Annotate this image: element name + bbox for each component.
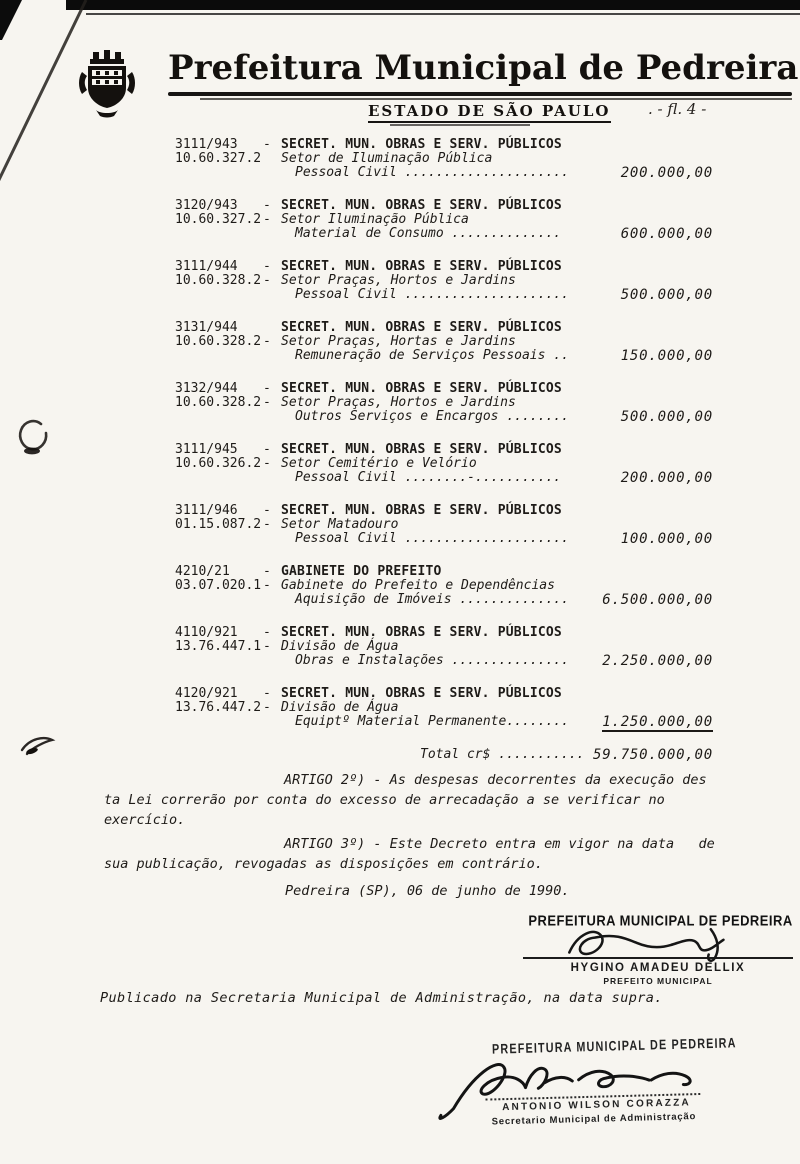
entry-code-budget: 10.60.327.2 (175, 151, 262, 166)
coat-of-arms-icon (72, 50, 142, 118)
entry-dash: - (263, 442, 271, 457)
entry-amount: 2.250.000,00 (602, 653, 713, 669)
entry-dash: - (263, 137, 271, 152)
signature-rule (523, 957, 793, 959)
entry-amount: 6.500.000,00 (602, 592, 713, 608)
entry-dash: - (263, 198, 271, 213)
budget-entry-list (175, 138, 713, 776)
entry-sector: Setor de Iluminação Pública (281, 151, 493, 166)
entry-code-budget: 10.60.326.2 (175, 456, 262, 471)
entry-code-function: 3131/944 (175, 320, 238, 335)
entry-code-budget: 03.07.020.1 (175, 578, 262, 593)
entry-code-function: 3111/945 (175, 442, 238, 457)
date-place-line: Pedreira (SP), 06 de junho de 1990. (285, 883, 570, 899)
artigo-2-line: exercício. (104, 812, 186, 828)
entry-expense-item: Pessoal Civil ........-........... (295, 470, 562, 485)
entry-code-budget: 10.60.328.2 (175, 395, 262, 410)
budget-entry (175, 321, 713, 363)
letterhead-subtitle: ESTADO DE SÃO PAULO (368, 102, 611, 123)
artigo-3-line: sua publicação, revogadas as disposições em contrário. (104, 856, 543, 872)
publication-note: Publicado na Secretaria Municipal de Administração, na data supra. (100, 990, 663, 1006)
entry-code-function: 3111/944 (175, 259, 238, 274)
secretary-role: Secretario Municipal de Administração (491, 1111, 697, 1128)
mayor-signature-block (523, 913, 793, 986)
entry-line-1 (175, 504, 713, 518)
entry-amount: 1.250.000,00 (602, 714, 713, 730)
entry-dash (263, 152, 281, 166)
entry-expense-item: Obras e Instalações ............... (295, 653, 569, 668)
entry-code-budget: 13.76.447.2 (175, 700, 262, 715)
entry-line-2 (175, 457, 713, 471)
entry-sector: Divisão de Água (281, 700, 399, 715)
entry-line-1 (175, 138, 713, 152)
budget-entry (175, 565, 713, 607)
budget-entry (175, 382, 713, 424)
entry-sector: Setor Praças, Hortas e Jardins (281, 334, 516, 349)
secretary-name: ANTONIO WILSON CORAZZA (502, 1097, 692, 1114)
budget-entry (175, 138, 713, 180)
entry-code-function: 3120/943 (175, 198, 238, 213)
entry-line-3 (175, 288, 713, 302)
ink-smudge-mark (18, 730, 58, 760)
entry-line-1 (175, 443, 713, 457)
entry-amount: 200.000,00 (620, 165, 713, 181)
entry-line-3 (175, 471, 713, 485)
entry-dash: - (263, 503, 271, 518)
entry-dash: - (263, 517, 271, 532)
entry-line-2 (175, 213, 713, 227)
entry-line-2 (175, 518, 713, 532)
entry-expense-item: Pessoal Civil ..................... (295, 165, 569, 180)
entry-dash: - (263, 212, 271, 227)
page-folio-number: . - fl. 4 - (648, 100, 707, 118)
budget-entry (175, 199, 713, 241)
entry-sector: Setor Cemitério e Velório (281, 456, 477, 471)
artigo-2-line: ta Lei correrão por conta do excesso de arrecadação a se verificar no (104, 792, 665, 808)
entry-line-2 (175, 335, 713, 349)
mayor-role: PREFEITO MUNICIPAL (603, 976, 713, 987)
entry-dash: - (263, 334, 271, 349)
artigo-3-paragraph (104, 834, 722, 874)
entry-sector: Setor Praças, Hortos e Jardins (281, 395, 516, 410)
letterhead-title: Prefeitura Municipal de Pedreira (168, 48, 799, 88)
entry-line-2 (175, 579, 713, 593)
artigo-3-line: ARTIGO 3º) - Este Decreto entra em vigor na data de (284, 836, 715, 852)
entry-line-3 (175, 166, 713, 180)
entry-line-2 (175, 396, 713, 410)
entry-dash (263, 321, 281, 335)
mayor-stamp-text: PREFEITURA MUNICIPAL DE PEDREIRA (528, 912, 793, 929)
entry-dash: - (263, 564, 271, 579)
entry-line-3 (175, 715, 713, 729)
entry-expense-item: Outros Serviços e Encargos ........ (295, 409, 569, 424)
scan-edge-line (86, 13, 800, 15)
entry-line-1 (175, 687, 713, 701)
entry-code-function: 4110/921 (175, 625, 238, 640)
entry-dash: - (263, 259, 271, 274)
entry-line-3 (175, 593, 713, 607)
entry-amount: 600.000,00 (620, 226, 713, 242)
entry-expense-item: Material de Consumo .............. (295, 226, 562, 241)
entry-dash: - (263, 578, 271, 593)
entry-expense-item: Equiptº Material Permanente........ (295, 714, 569, 729)
entry-code-function: 4210/21 (175, 564, 230, 579)
entry-line-1 (175, 321, 713, 335)
artigo-2-line: ARTIGO 2º) - As despesas decorrentes da execução des (284, 772, 707, 788)
budget-entry (175, 443, 713, 485)
entry-department: SECRET. MUN. OBRAS E SERV. PÚBLICOS (281, 625, 562, 640)
entry-sector: Gabinete do Prefeito e Dependências (281, 578, 555, 593)
entry-expense-item: Remuneração de Serviços Pessoais .. (295, 348, 569, 363)
entry-dash: - (263, 686, 271, 701)
secretary-signature-block (454, 1036, 737, 1134)
entry-sector: Setor Praças, Hortos e Jardins (281, 273, 516, 288)
entry-department: SECRET. MUN. OBRAS E SERV. PÚBLICOS (281, 381, 562, 396)
budget-entry (175, 260, 713, 302)
entry-line-3 (175, 532, 713, 546)
entry-sector: Setor Matadouro (281, 517, 399, 532)
punch-hole-mark (14, 418, 54, 462)
entry-code-budget: 01.15.087.2 (175, 517, 262, 532)
entry-department: GABINETE DO PREFEITO (281, 564, 442, 579)
entry-dash: - (263, 273, 271, 288)
entry-department: SECRET. MUN. OBRAS E SERV. PÚBLICOS (281, 503, 562, 518)
letterhead-rule (168, 92, 792, 96)
entry-department: SECRET. MUN. OBRAS E SERV. PÚBLICOS (281, 259, 562, 274)
entry-expense-item: Pessoal Civil ..................... (295, 531, 569, 546)
entry-line-1 (175, 565, 713, 579)
entry-department: SECRET. MUN. OBRAS E SERV. PÚBLICOS (281, 198, 562, 213)
entry-line-3 (175, 654, 713, 668)
entry-line-2 (175, 640, 713, 654)
entry-line-1 (175, 626, 713, 640)
entry-sector: Divisão de Água (281, 639, 399, 654)
entry-expense-item: Pessoal Civil ..................... (295, 287, 569, 302)
secretary-stamp-text: PREFEITURA MUNICIPAL DE PEDREIRA (491, 1036, 737, 1058)
entry-code-budget: 13.76.447.1 (175, 639, 262, 654)
entry-dash: - (263, 395, 271, 410)
total-label: Total cr$ ........... (420, 747, 585, 762)
entry-line-2 (175, 152, 713, 166)
artigo-2-paragraph (104, 770, 722, 830)
entry-code-function: 3111/943 (175, 137, 238, 152)
entry-line-3 (175, 410, 713, 424)
entry-code-budget: 10.60.327.2 (175, 212, 262, 227)
entry-department: SECRET. MUN. OBRAS E SERV. PÚBLICOS (281, 442, 562, 457)
entry-line-1 (175, 382, 713, 396)
entry-dash: - (263, 639, 271, 654)
subtitle-rule (390, 124, 530, 126)
entry-dash: - (263, 700, 271, 715)
entry-line-3 (175, 227, 713, 241)
entry-line-2 (175, 701, 713, 715)
entry-department: SECRET. MUN. OBRAS E SERV. PÚBLICOS (281, 686, 562, 701)
entry-line-1 (175, 199, 713, 213)
total-amount: 59.750.000,00 (593, 747, 713, 763)
entry-line-2 (175, 274, 713, 288)
budget-entry (175, 626, 713, 668)
entry-amount: 200.000,00 (620, 470, 713, 486)
entry-line-1 (175, 260, 713, 274)
entry-department: SECRET. MUN. OBRAS E SERV. PÚBLICOS (281, 320, 562, 335)
entry-code-budget: 10.60.328.2 (175, 334, 262, 349)
entry-line-3 (175, 349, 713, 363)
entry-expense-item: Aquisição de Imóveis .............. (295, 592, 569, 607)
entry-amount: 500.000,00 (620, 409, 713, 425)
scan-edge-bar (66, 0, 800, 10)
mayor-name: HYGINO AMADEU DELLIX (570, 962, 746, 975)
entry-sector: Setor Iluminação Pública (281, 212, 469, 227)
entry-amount: 500.000,00 (620, 287, 713, 303)
budget-entry (175, 504, 713, 546)
entry-dash: - (263, 381, 271, 396)
entry-code-budget: 10.60.328.2 (175, 273, 262, 288)
budget-entry (175, 687, 713, 729)
entry-dash: - (263, 456, 271, 471)
entry-amount: 100.000,00 (620, 531, 713, 547)
entry-code-function: 4120/921 (175, 686, 238, 701)
entry-code-function: 3111/946 (175, 503, 238, 518)
entry-code-function: 3132/944 (175, 381, 238, 396)
entry-amount: 150.000,00 (620, 348, 713, 364)
entry-dash: - (263, 625, 271, 640)
entry-department: SECRET. MUN. OBRAS E SERV. PÚBLICOS (281, 137, 562, 152)
